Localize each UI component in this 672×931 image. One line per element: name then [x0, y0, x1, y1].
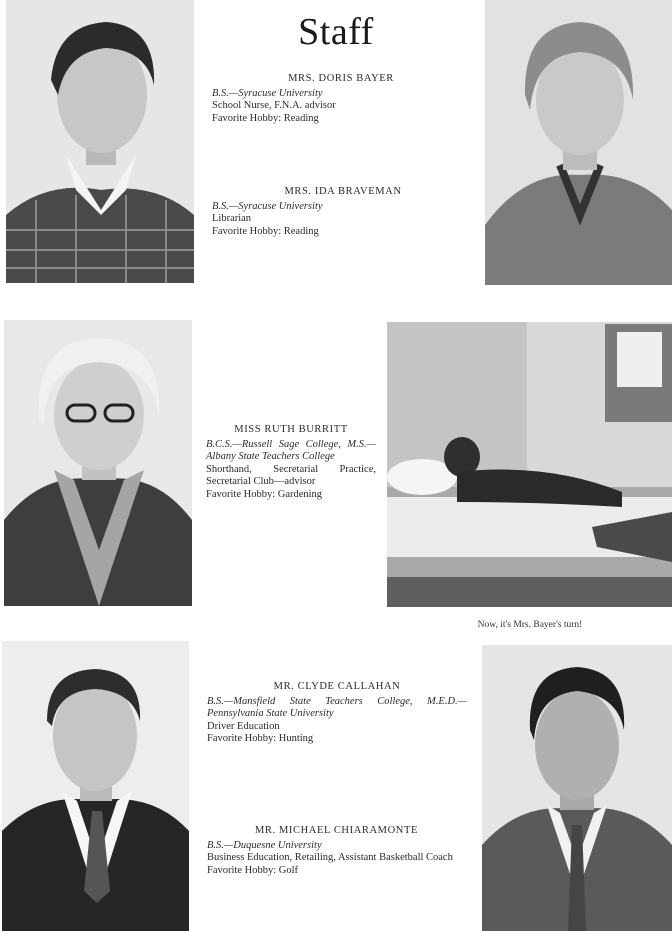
staff-degree: B.S.—Duquesne University: [207, 839, 322, 851]
portrait-michael-chiaramonte: [482, 645, 672, 931]
staff-degree: B.C.S.—Russell Sage College, M.S.—Albany State Teachers College: [206, 438, 376, 462]
staff-degree: B.S.—Mansfield State Teachers College, M.E.D.—Pennsylvania State University: [207, 695, 467, 719]
staff-name: MR. CLYDE CALLAHAN: [273, 681, 401, 692]
portrait-doris-bayer: [6, 0, 194, 283]
staff-hobby: Favorite Hobby: Hunting: [207, 733, 314, 744]
staff-degree: B.S.—Syracuse University: [212, 200, 323, 212]
staff-hobby: Favorite Hobby: Gardening: [206, 488, 323, 500]
staff-position: Librarian: [212, 213, 252, 224]
bio-michael-chiaramonte: [207, 825, 466, 877]
staff-name: MRS. IDA BRAVEMAN: [284, 186, 402, 197]
staff-hobby: Favorite Hobby: Reading: [212, 112, 319, 124]
staff-hobby: Favorite Hobby: Golf: [207, 864, 298, 876]
staff-position: Driver Education: [207, 720, 280, 732]
candid-photo-caption: Now, it's Mrs. Bayer's turn!: [477, 620, 583, 630]
candid-photo-nurse-resting: [387, 322, 672, 607]
portrait-clyde-callahan: [2, 641, 189, 931]
bio-ruth-burritt: [206, 424, 376, 501]
staff-hobby: Favorite Hobby: Reading: [212, 225, 319, 237]
staff-position: Shorthand, Secretarial Practice, Secretarial Club—advisor: [206, 463, 376, 487]
staff-position: Business Education, Retailing, Assistant Basketball Coach: [207, 852, 453, 863]
page-title: Staff: [298, 11, 374, 53]
portrait-ida-braveman: [485, 0, 672, 285]
bio-doris-bayer: [212, 73, 470, 125]
staff-name: MISS RUTH BURRITT: [234, 424, 348, 435]
bio-clyde-callahan: [207, 681, 467, 746]
staff-name: MRS. DORIS BAYER: [288, 73, 394, 84]
portrait-ruth-burritt: [4, 320, 192, 606]
staff-name: MR. MICHAEL CHIARAMONTE: [254, 825, 419, 836]
bio-ida-braveman: [212, 186, 474, 238]
staff-position: School Nurse, F.N.A. advisor: [212, 100, 336, 111]
staff-degree: B.S.—Syracuse University: [212, 87, 323, 99]
